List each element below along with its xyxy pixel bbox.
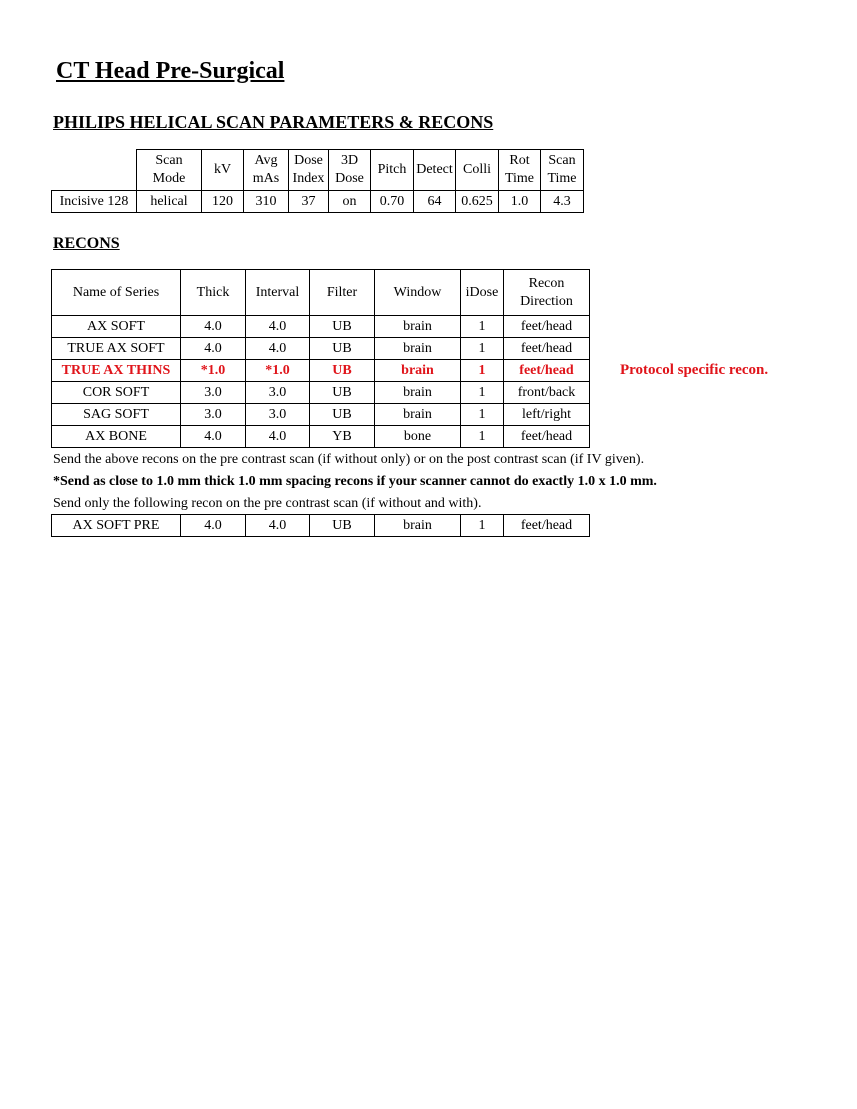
recon-cell: *1.0: [246, 360, 310, 382]
params-header-cell: kV: [202, 150, 244, 191]
recon-cell: UB: [310, 404, 375, 426]
series-name-cell: AX SOFT PRE: [52, 515, 181, 537]
recon-cell: 4.0: [181, 515, 246, 537]
params-cell: 4.3: [541, 191, 584, 213]
recon-cell: feet/head: [504, 426, 590, 448]
series-name-cell: AX SOFT: [52, 316, 181, 338]
scanner-model-cell: Incisive 128: [52, 191, 137, 213]
params-header-cell: Rot Time: [499, 150, 541, 191]
recon-cell: YB: [310, 426, 375, 448]
table-row: [52, 316, 590, 338]
recon-cell: UB: [310, 360, 375, 382]
recon-cell: feet/head: [504, 338, 590, 360]
params-header-cell: Scan Time: [541, 150, 584, 191]
recon-cell: brain: [375, 360, 461, 382]
recon-cell: 3.0: [181, 404, 246, 426]
params-heading: PHILIPS HELICAL SCAN PARAMETERS & RECONS: [53, 112, 494, 132]
params-cell: on: [329, 191, 371, 213]
recon-cell: 1: [461, 382, 504, 404]
recon-cell: brain: [375, 316, 461, 338]
table-row: [52, 404, 590, 426]
params-header-cell: Scan Mode: [137, 150, 202, 191]
table-row: [52, 338, 590, 360]
series-name-cell: TRUE AX SOFT: [52, 338, 181, 360]
recon-cell: 1: [461, 515, 504, 537]
recons-header-cell: Interval: [246, 270, 310, 316]
recon-cell: UB: [310, 338, 375, 360]
recon-cell: 4.0: [246, 515, 310, 537]
table-row-highlighted: [52, 360, 590, 382]
recon-cell: 3.0: [246, 404, 310, 426]
recons-table: [51, 269, 590, 448]
recon-cell: 1: [461, 360, 504, 382]
table-row: [52, 515, 590, 537]
params-cell: 1.0: [499, 191, 541, 213]
params-cell: helical: [137, 191, 202, 213]
page-title: CT Head Pre-Surgical: [56, 58, 285, 84]
recon-cell: 3.0: [181, 382, 246, 404]
table-row: [52, 191, 584, 213]
recons-header-cell: Window: [375, 270, 461, 316]
thin-recon-note: *Send as close to 1.0 mm thick 1.0 mm spacing recons if your scanner cannot do exactly 1.0 x 1.0 mm.: [53, 474, 657, 489]
recons-header-cell: Thick: [181, 270, 246, 316]
recon-cell: brain: [375, 338, 461, 360]
recon-cell: *1.0: [181, 360, 246, 382]
recon-cell: brain: [375, 515, 461, 537]
recon-cell: 1: [461, 338, 504, 360]
recon-cell: front/back: [504, 382, 590, 404]
params-cell: 37: [289, 191, 329, 213]
series-name-cell: SAG SOFT: [52, 404, 181, 426]
table-row: [52, 426, 590, 448]
recon-cell: 4.0: [246, 316, 310, 338]
recon-cell: brain: [375, 382, 461, 404]
recon-cell: feet/head: [504, 515, 590, 537]
scan-parameters-table: [51, 149, 584, 213]
series-name-cell: COR SOFT: [52, 382, 181, 404]
params-cell: 64: [414, 191, 456, 213]
recon-cell: left/right: [504, 404, 590, 426]
params-header-cell: Detect: [414, 150, 456, 191]
recon-cell: feet/head: [504, 316, 590, 338]
protocol-specific-note: Protocol specific recon.: [620, 362, 769, 378]
params-cell: 0.70: [371, 191, 414, 213]
recons-header-cell: Filter: [310, 270, 375, 316]
recons-header-row: [52, 270, 590, 316]
recon-cell: 1: [461, 316, 504, 338]
params-header-cell: Colli: [456, 150, 499, 191]
recon-cell: 4.0: [181, 316, 246, 338]
recon-cell: UB: [310, 316, 375, 338]
recons-header-cell: Recon Direction: [504, 270, 590, 316]
recon-cell: feet/head: [504, 360, 590, 382]
params-cell: 310: [244, 191, 289, 213]
params-cell: 120: [202, 191, 244, 213]
pre-contrast-note: Send only the following recon on the pre contrast scan (if without and with).: [53, 496, 482, 511]
recon-cell: 4.0: [181, 426, 246, 448]
series-name-cell: AX BONE: [52, 426, 181, 448]
send-above-note: Send the above recons on the pre contrast scan (if without only) or on the post contrast scan (if IV given).: [53, 452, 645, 467]
table-row: [52, 382, 590, 404]
recon-cell: 3.0: [246, 382, 310, 404]
recons-header-cell: iDose: [461, 270, 504, 316]
recon-cell: 4.0: [246, 426, 310, 448]
params-header-cell: Pitch: [371, 150, 414, 191]
params-cell: 0.625: [456, 191, 499, 213]
recon-cell: UB: [310, 382, 375, 404]
recon-cell: UB: [310, 515, 375, 537]
recons-header-cell: Name of Series: [52, 270, 181, 316]
pre-contrast-recon-table: [51, 514, 590, 537]
recon-cell: 4.0: [181, 338, 246, 360]
recons-heading: RECONS: [53, 235, 120, 252]
params-header-cell: Avg mAs: [244, 150, 289, 191]
params-header-blank: [52, 150, 137, 191]
recon-cell: brain: [375, 404, 461, 426]
recon-cell: bone: [375, 426, 461, 448]
recon-cell: 1: [461, 404, 504, 426]
recon-cell: 4.0: [246, 338, 310, 360]
params-header-cell: Dose Index: [289, 150, 329, 191]
params-header-row: [52, 150, 584, 191]
recon-cell: 1: [461, 426, 504, 448]
series-name-cell: TRUE AX THINS: [52, 360, 181, 382]
params-header-cell: 3D Dose: [329, 150, 371, 191]
